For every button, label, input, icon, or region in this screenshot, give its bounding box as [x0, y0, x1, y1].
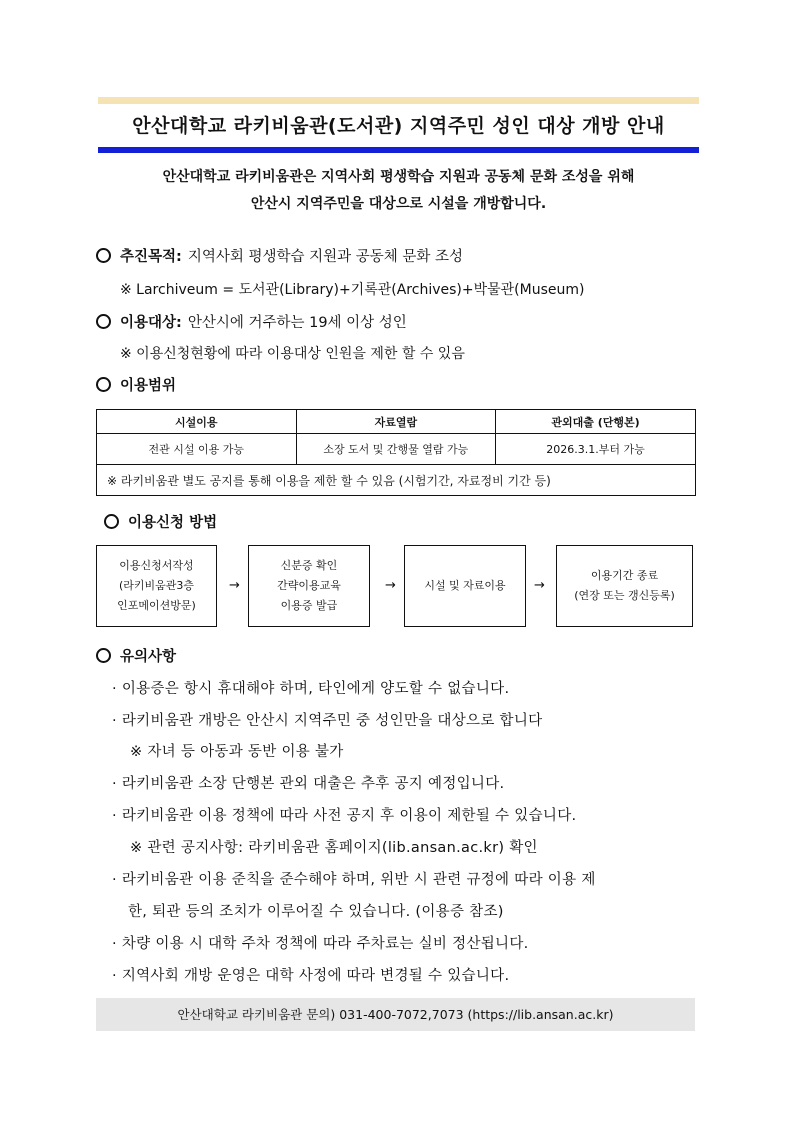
step-box-verification: [248, 545, 370, 627]
arrow-right-icon: →: [385, 578, 396, 593]
target-value: 안산시에 거주하는 19세 이상 성인: [187, 315, 407, 331]
notice-item-continued: 한, 퇴관 등의 조치가 이루어질 수 있습니다. (이용증 참조): [128, 904, 504, 920]
purpose-label: 추진목적:: [120, 249, 182, 265]
notice-subnote: ※ 관련 공지사항: 라키비움관 홈페이지(lib.ansan.ac.kr) 확인: [130, 840, 538, 856]
target-label: 이용대상:: [120, 315, 182, 331]
table-header: 관외대출 (단행본): [496, 410, 696, 434]
step-text: 인포메이션방문): [117, 599, 196, 612]
table-header-row: [97, 410, 696, 434]
step-text: (라키비움관3층: [118, 579, 195, 592]
step-box-usage: [404, 545, 526, 627]
step-text: 이용신청서작성: [119, 559, 194, 572]
section-notice: [96, 645, 176, 666]
scope-table: [96, 409, 696, 496]
section-purpose: [96, 245, 463, 266]
step-text: 간략이용교육: [277, 579, 341, 592]
step-text: (연장 또는 갱신등록): [574, 589, 675, 602]
step-text: 시설 및 자료이용: [424, 579, 506, 592]
table-cell: 2026.3.1.부터 가능: [496, 434, 696, 465]
step-text: 신분증 확인: [280, 559, 338, 572]
notice-item: · 라키비움관 소장 단행본 관외 대출은 추후 공지 예정입니다.: [112, 776, 505, 792]
notice-item: · 지역사회 개방 운영은 대학 사정에 따라 변경될 수 있습니다.: [112, 968, 510, 984]
circle-bullet-icon: [96, 648, 111, 663]
target-note: ※ 이용신청현황에 따라 이용대상 인원을 제한 할 수 있음: [120, 346, 465, 362]
circle-bullet-icon: [104, 514, 119, 529]
section-apply: [104, 511, 217, 532]
contact-footer: 안산대학교 라키비움관 문의) 031-400-7072,7073 (https://lib.ansan.ac.kr): [96, 998, 695, 1031]
purpose-value: 지역사회 평생학습 지원과 공동체 문화 조성: [187, 249, 463, 265]
title-bottom-bar: [98, 147, 699, 153]
purpose-note: ※ Larchiveum = 도서관(Library)+기록관(Archives)+박물관(Museum): [120, 282, 585, 298]
notice-label: 유의사항: [120, 649, 177, 665]
scope-label: 이용범위: [120, 378, 177, 394]
notice-item: · 라키비움관 이용 정책에 따라 사전 공지 후 이용이 제한될 수 있습니다.: [112, 808, 577, 824]
intro-line-2: 안산시 지역주민을 대상으로 시설을 개방합니다.: [250, 196, 547, 212]
table-cell: 소장 도서 및 간행물 열람 가능: [296, 434, 496, 465]
scope-note: ※ 라키비움관 별도 공지를 통해 이용을 제한 할 수 있음 (시험기간, 자료정비 기간 등): [97, 465, 696, 496]
notice-item: · 이용증은 항시 휴대해야 하며, 타인에게 양도할 수 없습니다.: [112, 681, 510, 697]
apply-label: 이용신청 방법: [128, 515, 218, 531]
step-box-end: [556, 545, 693, 627]
circle-bullet-icon: [96, 314, 111, 329]
section-scope: [96, 374, 176, 395]
circle-bullet-icon: [96, 377, 111, 392]
step-box-application: [96, 545, 217, 627]
table-cell: 전관 시설 이용 가능: [97, 434, 297, 465]
circle-bullet-icon: [96, 248, 111, 263]
step-text: 이용기간 종료: [590, 569, 659, 582]
arrow-right-icon: →: [229, 578, 240, 593]
table-row: [97, 434, 696, 465]
page-title: 안산대학교 라키비움관(도서관) 지역주민 성인 대상 개방 안내: [132, 115, 665, 137]
notice-item: · 라키비움관 이용 준칙을 준수해야 하며, 위반 시 관련 규정에 따라 이용 제: [112, 872, 596, 888]
section-target: [96, 311, 407, 332]
notice-item: · 라키비움관 개방은 안산시 지역주민 중 성인만을 대상으로 합니다: [112, 713, 543, 729]
title-top-bar: [98, 97, 699, 104]
arrow-right-icon: →: [534, 578, 545, 593]
notice-item: · 차량 이용 시 대학 주차 정책에 따라 주차료는 실비 정산됩니다.: [112, 936, 529, 952]
table-header: 시설이용: [97, 410, 297, 434]
notice-subnote: ※ 자녀 등 아동과 동반 이용 불가: [130, 744, 344, 760]
table-header: 자료열람: [296, 410, 496, 434]
step-text: 이용증 발급: [280, 599, 338, 612]
table-row: [97, 465, 696, 496]
intro-line-1: 안산대학교 라키비움관은 지역사회 평생학습 지원과 공동체 문화 조성을 위해: [162, 169, 635, 185]
